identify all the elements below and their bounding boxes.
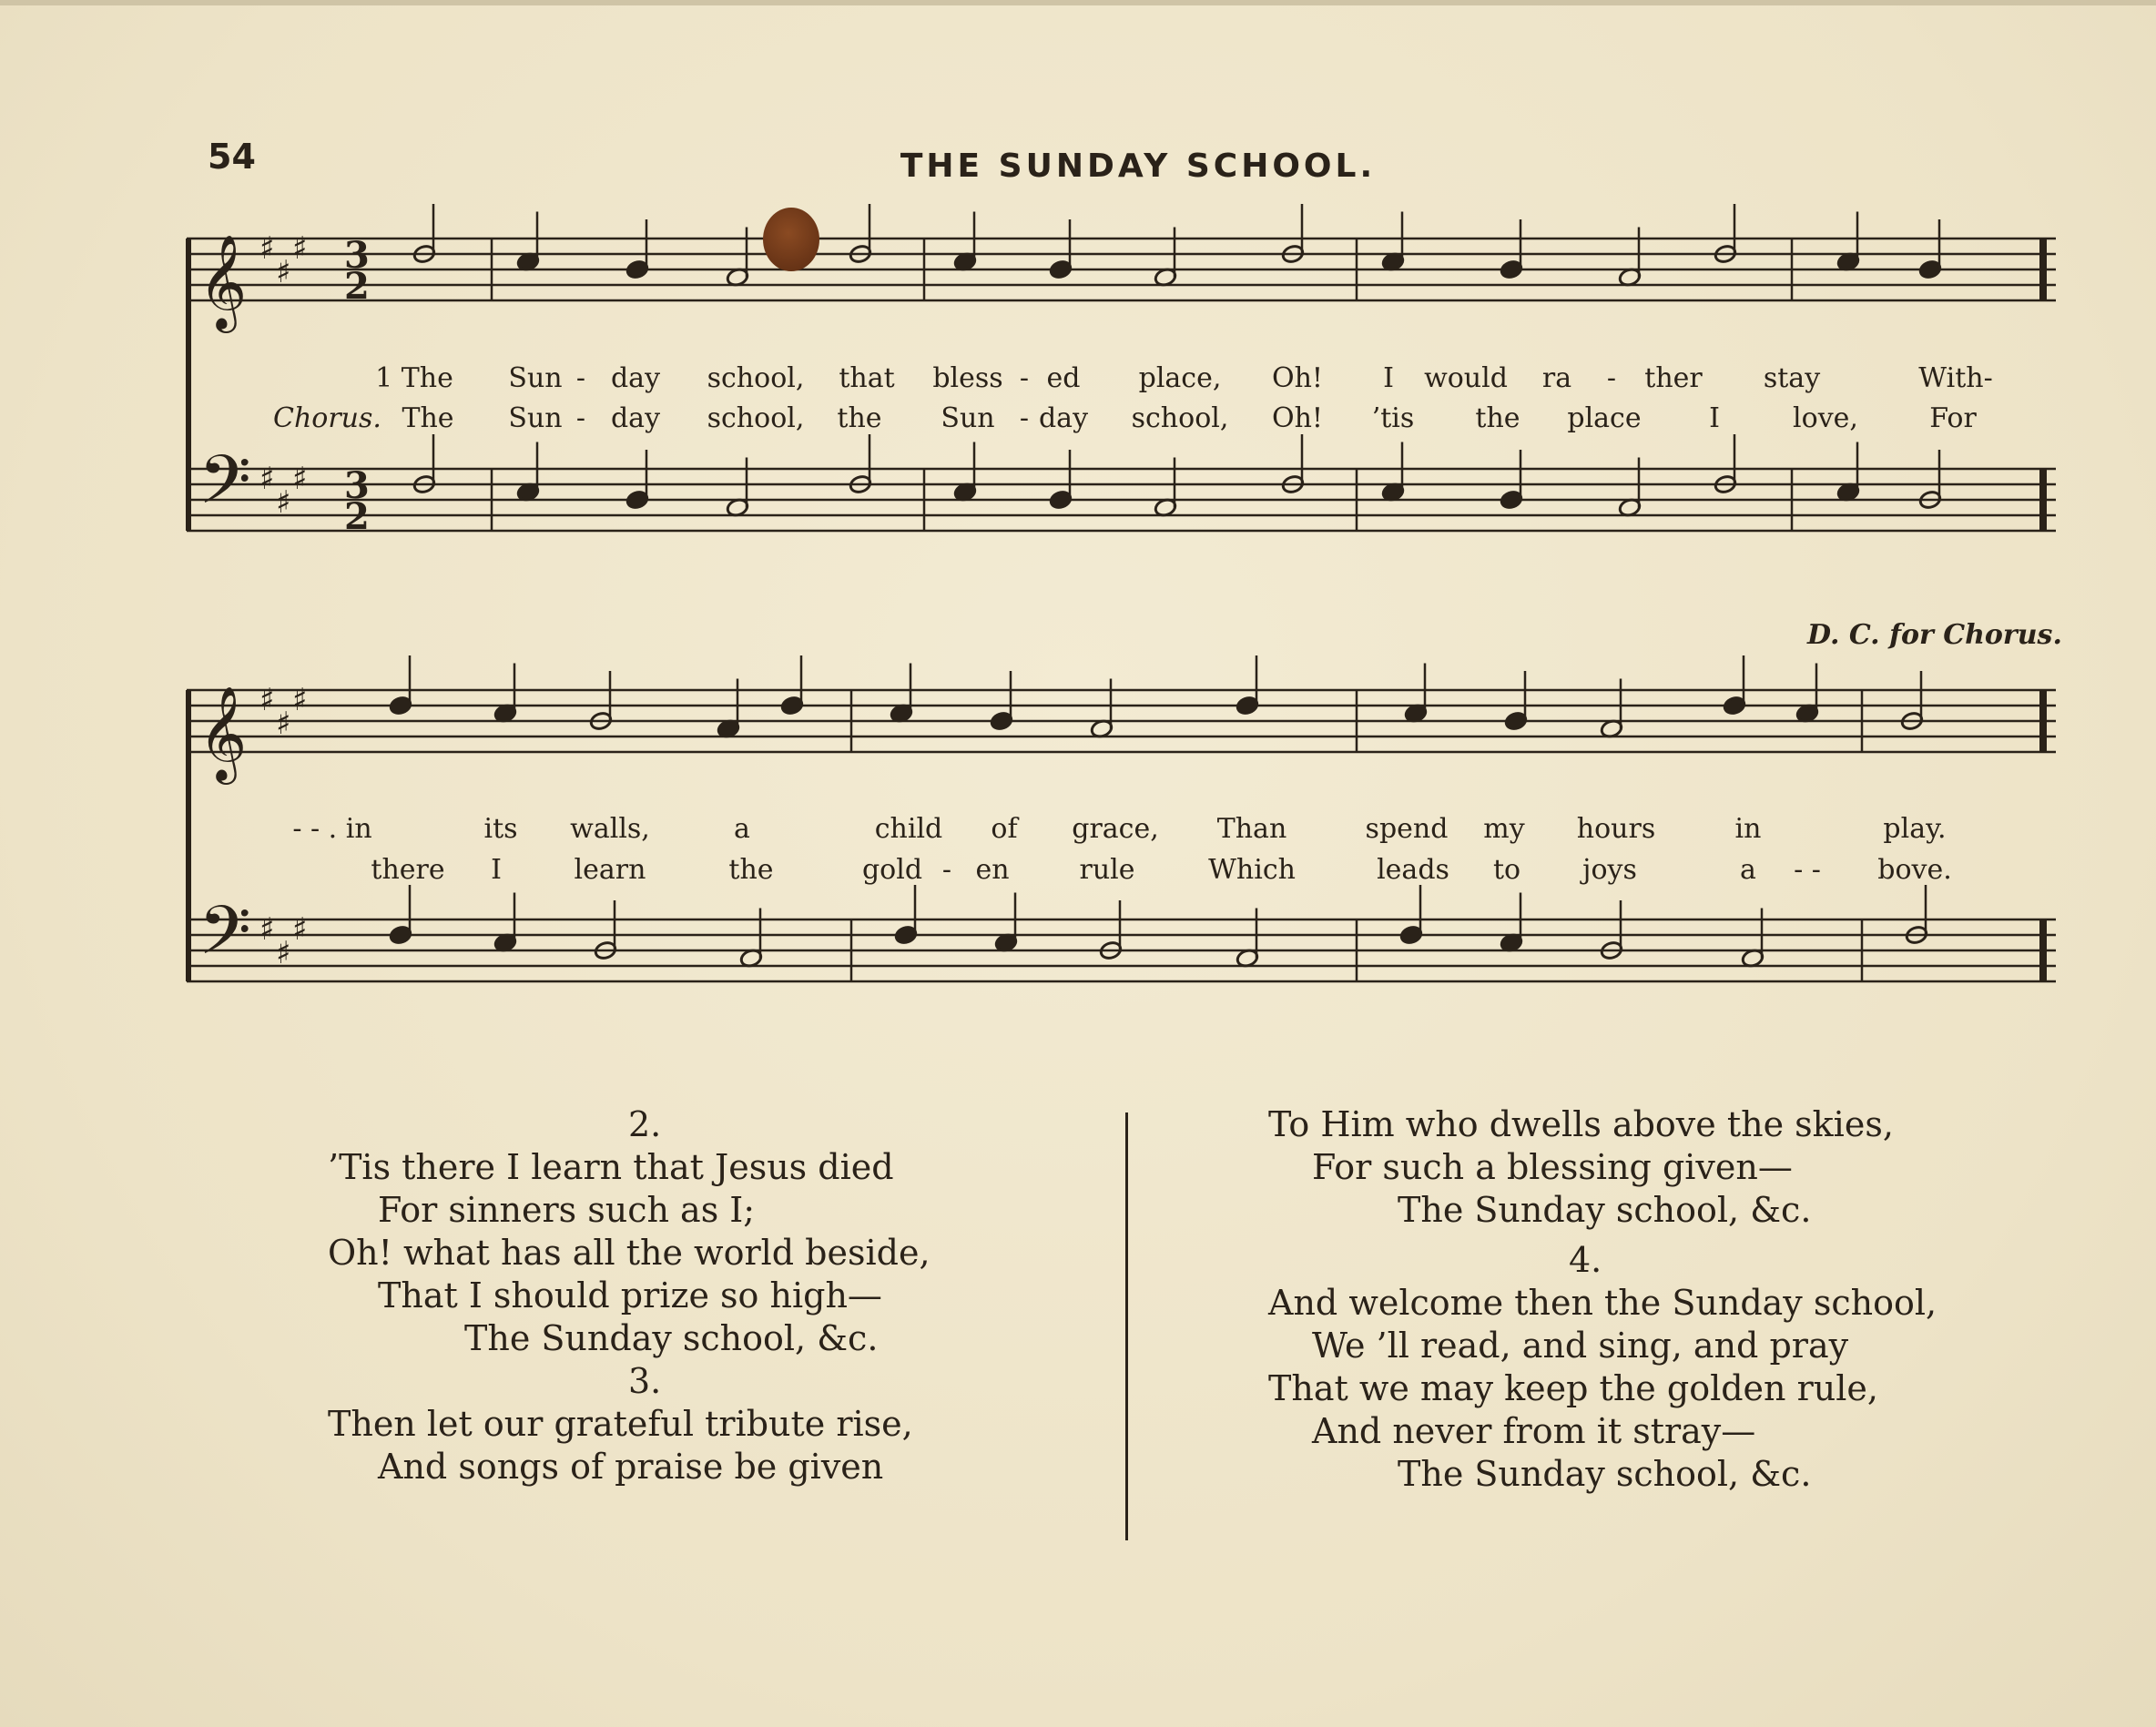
lyric-syllable: The — [402, 402, 454, 434]
lyric-syllable: in — [1734, 813, 1762, 845]
page-number: 54 — [208, 137, 256, 177]
lyric-syllable: my — [1483, 813, 1525, 845]
verse-line: That I should prize so high— — [378, 1275, 882, 1316]
sharp-icon: ♯ — [259, 682, 275, 718]
lyric-syllable: would — [1424, 362, 1508, 394]
bass-clef-icon: 𝄢 — [198, 441, 251, 536]
lyric-syllable: love, — [1793, 402, 1858, 434]
lyric-syllable: - — [1019, 402, 1030, 434]
lyric-syllable: Which — [1208, 854, 1296, 886]
lyric-syllable: leads — [1377, 854, 1449, 886]
lyric-syllable: gold — [861, 854, 923, 886]
verse-line: Then let our grateful tribute rise, — [328, 1404, 913, 1444]
sharp-icon: ♯ — [276, 706, 291, 742]
lyric-syllable: I — [491, 854, 502, 886]
lyric-syllable: child — [874, 813, 943, 845]
sharp-icon: ♯ — [292, 682, 308, 718]
lyric-syllable: ther — [1644, 362, 1703, 394]
sharp-icon: ♯ — [276, 254, 291, 290]
verse-number: 3. — [628, 1361, 662, 1401]
sharp-icon: ♯ — [259, 461, 275, 497]
verse-line: That we may keep the golden rule, — [1268, 1368, 1878, 1408]
treble-clef-icon: 𝄞 — [198, 234, 248, 330]
lyric-syllable: - — [575, 402, 586, 434]
lyric-syllable: the — [1475, 402, 1520, 434]
lyric-syllable: a — [1740, 854, 1756, 886]
lyric-syllable: grace, — [1072, 813, 1159, 845]
lyric-syllable: ra — [1541, 362, 1572, 394]
page-title: THE SUNDAY SCHOOL. — [900, 147, 1377, 185]
lyric-syllable: play. — [1883, 813, 1947, 845]
verse-number: 4. — [1569, 1240, 1602, 1280]
lyric-syllable: its — [483, 813, 518, 845]
bass-clef-icon: 𝄢 — [198, 891, 251, 987]
verse-line: To Him who dwells above the skies, — [1268, 1104, 1894, 1144]
verse-line: We ’ll read, and sing, and pray — [1312, 1326, 1849, 1366]
lyrics-system2-chorus — [0, 854, 2156, 890]
lyric-syllable: rule — [1079, 854, 1135, 886]
lyric-syllable: the — [728, 854, 774, 886]
lyric-syllable: walls, — [570, 813, 650, 845]
verse-3-continued — [1268, 1103, 1937, 1496]
lyrics-system1-chorus — [0, 402, 2156, 439]
lyric-syllable: place, — [1138, 362, 1222, 394]
lyric-syllable: hours — [1576, 813, 1656, 845]
time-sig-bottom: 2 — [344, 495, 370, 538]
time-sig-bottom: 2 — [344, 265, 370, 308]
lyric-syllable: of — [991, 813, 1018, 845]
lyric-syllable: Oh! — [1272, 362, 1323, 394]
lyric-syllable: 1 The — [375, 362, 453, 394]
lyric-syllable: I — [1383, 362, 1394, 394]
verse-line: For sinners such as I; — [378, 1190, 756, 1230]
verse-line: And songs of praise be given — [378, 1447, 884, 1487]
lyric-syllable: en — [975, 854, 1010, 886]
lyric-syllable: a — [734, 813, 750, 845]
verse-2 — [328, 1103, 931, 1488]
lyric-syllable: there — [371, 854, 445, 886]
lyric-syllable: school, — [1131, 402, 1229, 434]
verse-line: The Sunday school, &c. — [464, 1318, 879, 1358]
lyric-syllable: that — [839, 362, 895, 394]
lyric-syllable: Than — [1216, 813, 1287, 845]
dc-marking: D. C. for Chorus. — [1807, 619, 2062, 651]
verse-line: For such a blessing given— — [1312, 1147, 1793, 1187]
lyric-syllable: day — [1038, 402, 1089, 434]
verse-line: ’Tis there I learn that Jesus died — [328, 1147, 894, 1187]
lyric-syllable: Sun — [508, 362, 563, 394]
lyric-syllable: Sun — [941, 402, 995, 434]
lyric-syllable: to — [1492, 854, 1521, 886]
lyrics-system2-verse — [0, 813, 2156, 849]
lyric-syllable: school, — [707, 402, 805, 434]
sharp-icon: ♯ — [292, 230, 308, 267]
verse-number: 2. — [628, 1104, 662, 1144]
time-sig-top: 3 — [344, 234, 370, 277]
lyric-syllable: Sun — [508, 402, 563, 434]
lyric-syllable: school, — [707, 362, 805, 394]
lyric-syllable: the — [837, 402, 882, 434]
lyric-syllable: stay — [1763, 362, 1821, 394]
lyric-syllable: Oh! — [1272, 402, 1323, 434]
sharp-icon: ♯ — [259, 911, 275, 948]
lyric-syllable: - - — [1794, 854, 1821, 886]
lyrics-system1-verse — [0, 362, 2156, 399]
verse-line: And welcome then the Sunday school, — [1268, 1283, 1937, 1323]
lyric-syllable: With- — [1918, 362, 1993, 394]
lyric-syllable: ’tis — [1371, 402, 1415, 434]
lyric-syllable: bove. — [1877, 854, 1952, 886]
lyric-syllable: day — [610, 402, 661, 434]
chorus-label: Chorus. — [273, 402, 381, 434]
lyric-syllable: ed — [1046, 362, 1081, 394]
lyric-syllable: For — [1929, 402, 1977, 434]
lyric-syllable: I — [1709, 402, 1720, 434]
column-divider — [1125, 1112, 1128, 1540]
lyric-syllable: learn — [574, 854, 646, 886]
sharp-icon: ♯ — [292, 461, 308, 497]
sharp-icon: ♯ — [259, 230, 275, 267]
lyric-syllable: day — [610, 362, 661, 394]
lyric-syllable: - - . in — [292, 813, 372, 845]
lyric-syllable: - — [941, 854, 952, 886]
lyric-syllable: - — [1606, 362, 1617, 394]
time-sig-top: 3 — [344, 464, 370, 507]
treble-clef-icon: 𝄞 — [198, 686, 248, 781]
sharp-icon: ♯ — [276, 935, 291, 971]
sharp-icon: ♯ — [276, 484, 291, 521]
verse-line: The Sunday school, &c. — [1398, 1454, 1812, 1494]
lyric-syllable: - — [575, 362, 586, 394]
sharp-icon: ♯ — [292, 911, 308, 948]
verse-line: Oh! what has all the world beside, — [328, 1233, 931, 1273]
lyric-syllable: bless — [932, 362, 1003, 394]
lyric-syllable: spend — [1365, 813, 1449, 845]
verse-line: The Sunday school, &c. — [1398, 1190, 1812, 1230]
verse-line: And never from it stray— — [1312, 1411, 1756, 1451]
ink-stain — [763, 208, 819, 271]
lyric-syllable: place — [1567, 402, 1642, 434]
lyric-syllable: - — [1019, 362, 1030, 394]
lyric-syllable: joys — [1582, 854, 1637, 886]
